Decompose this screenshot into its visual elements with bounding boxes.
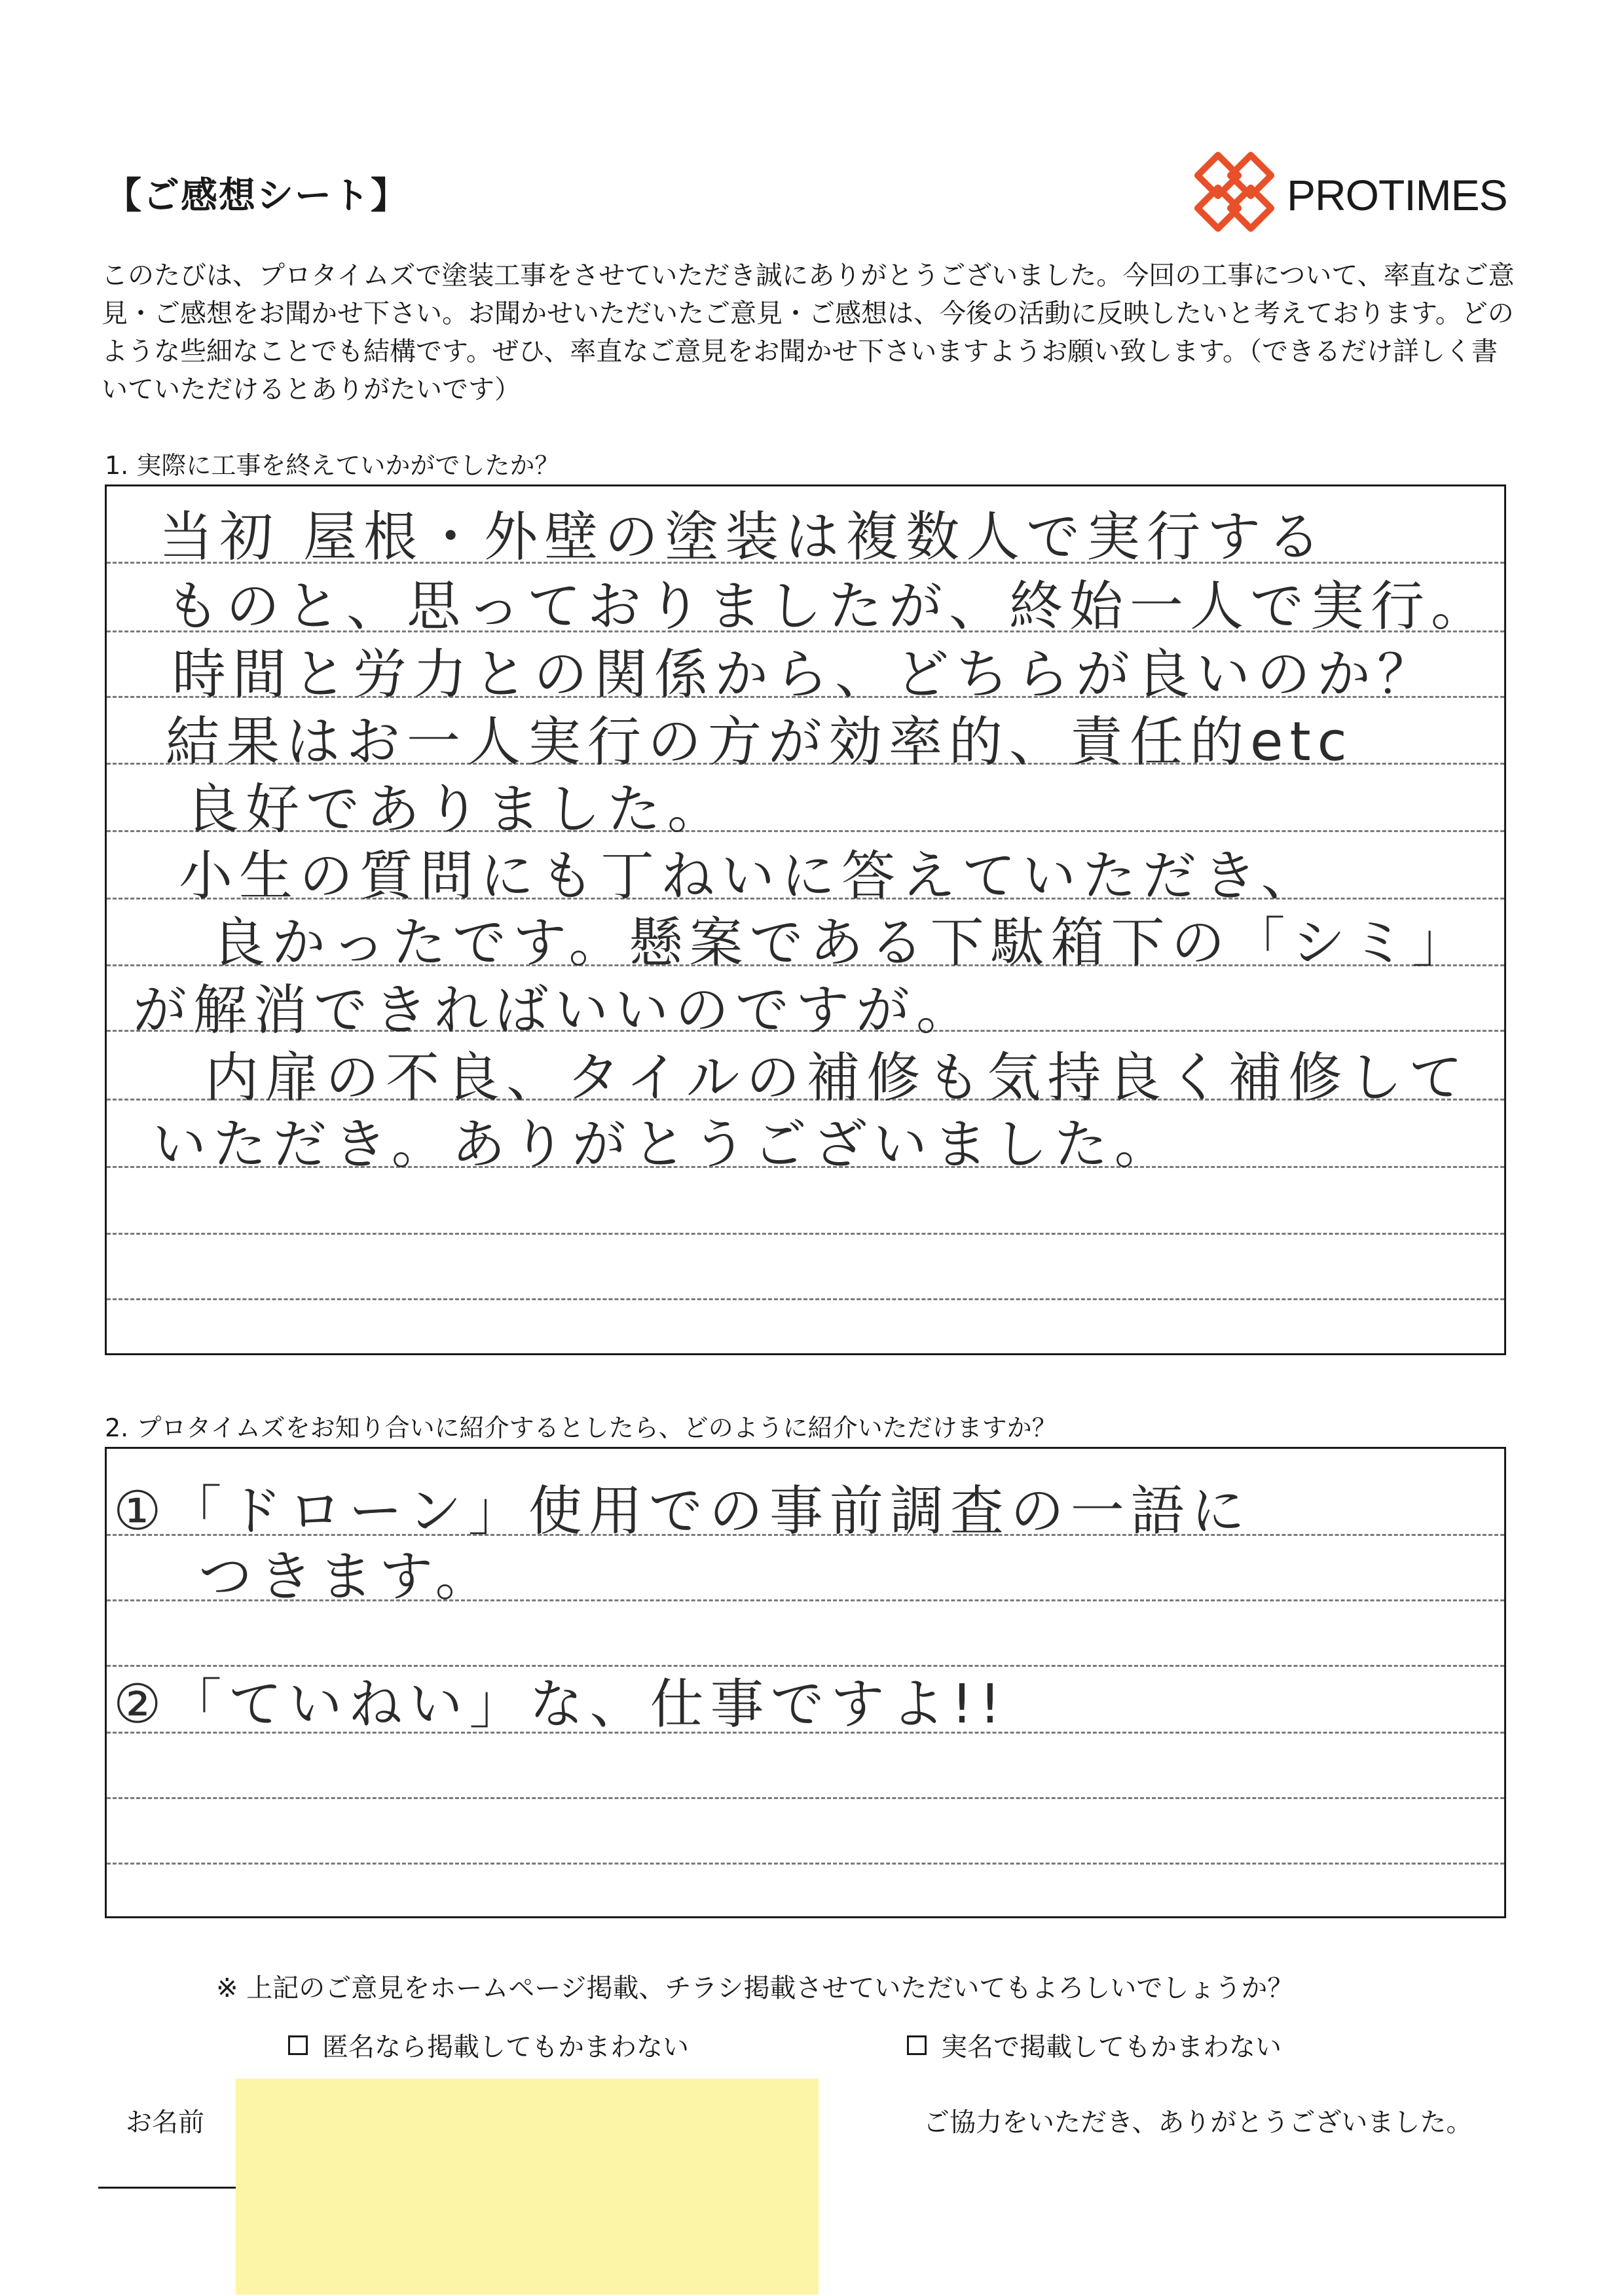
answer-1-line-8: が解消できればいいのですが。 [133,979,977,1042]
logo-wordmark: PROTIMES [1287,171,1507,219]
answer-1-line-4: 結果はお一人実行の方が効率的、責任的etc [166,711,1354,773]
name-label: お名前 [126,2107,204,2138]
answer-1-line-6: 小生の質問にも丁ねいに答えていただき、 [179,845,1321,907]
page-title: 【ご感想シート】 [105,175,409,217]
answer-2-line-1: ①「ドローン」使用での事前調査の一語に [113,1480,1251,1542]
answer-1-line-1: 当初 屋根・外壁の塗装は複数人で実行する [159,506,1328,568]
answer-1-line-10: いただき。ありがとうございました。 [153,1114,1175,1176]
question-2: 2. プロタイムズをお知り合いに紹介するとしたら、どのように紹介いただけますか？ [105,1413,1057,1442]
answer-box-2 [105,1447,1506,1918]
checkbox-realname[interactable] [907,2035,927,2055]
publish-permission-question: ※ 上記のご意見をホームページ掲載、チラシ掲載させていただいてもよろしいでしょうか？ [216,1973,1294,2003]
checkbox-anonymous[interactable] [288,2035,308,2055]
answer-1-line-9: 内扉の不良、タイルの補修も気持良く補修して [205,1047,1469,1109]
name-redaction-note [236,2079,819,2295]
protimes-logo [1192,151,1506,236]
intro-text: このたびは、プロタイムズで塗装工事をさせていただき誠にありがとうございました。今回の工事について、率直なご意見・ご感想をお聞かせ下さい。お聞かせいただいたご意見・ご感想は、今後の活動に反映したいと考えております。どのような些細なことでも結構です。ぜひ、率直なご意見をお聞かせ下さいますようお願い致します。（できるだけ詳しく書いていただけるとありがたいです） [101,261,1515,405]
answer-1-line-3: 時間と労力との関係から、どちらが良いのか？ [172,644,1438,706]
answer-1-line-2: ものと、思っておりましたが、終始一人で実行。 [166,575,1492,638]
thanks-text: ご協力をいただき、ありがとうございました。 [923,2107,1473,2138]
answer-2-line-3: ②「ていねい」な、仕事ですよ!! [113,1673,1008,1736]
option-realname[interactable] [907,2026,1282,2064]
option-anonymous-label: 匿名なら掲載してもかまわない [322,2032,689,2062]
answer-1-line-5: 良好でありました。 [185,778,728,841]
answer-box-1 [105,484,1506,1355]
answer-2-line-2: つきます。 [198,1546,496,1608]
protimes-logo-mark [1192,151,1283,236]
answer-1-line-7: 良かったです。懸案である下駄箱下の「シミ」 [212,912,1473,974]
option-anonymous[interactable] [288,2026,689,2064]
question-1: 1. 実際に工事を終えていかがでしたか？ [105,451,560,480]
option-realname-label: 実名で掲載してもかまわない [941,2032,1282,2062]
